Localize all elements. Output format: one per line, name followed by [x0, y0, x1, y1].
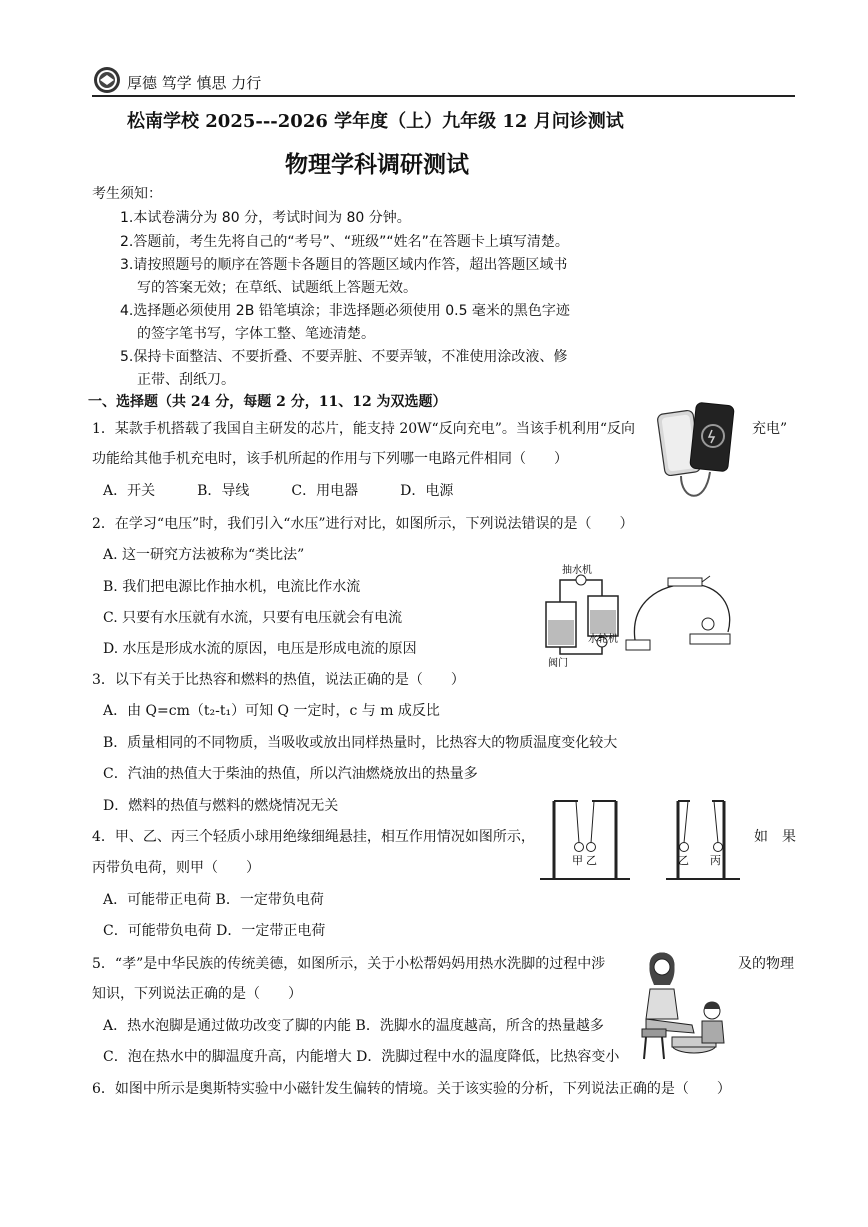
notice-line: 1.本试卷满分为 80 分，考试时间为 80 分钟。	[120, 210, 411, 226]
notice-line: 正带、刮纸刀。	[137, 372, 235, 388]
q3-option-d: D．燃料的热值与燃料的燃烧情况无关	[103, 798, 339, 814]
header-rule	[92, 95, 795, 97]
q4-options-cd: C．可能带负电荷 D．一定带正电荷	[103, 923, 326, 939]
q5-stem-end: 及的物理	[738, 956, 794, 972]
q4-stem-end: 如 果	[754, 829, 796, 845]
phone-charging-figure	[655, 400, 745, 510]
q2-option-a: A. 这一研究方法被称为“类比法”	[103, 547, 305, 563]
q5-options-cd: C．泡在热水中的脚温度升高，内能增大 D．洗脚过程中水的温度降低，比热容变小	[103, 1049, 620, 1065]
foot-washing-figure	[632, 945, 732, 1063]
notice-line: 4.选择题必须使用 2B 铅笔填涂；非选择题必须使用 0.5 毫米的黑色字迹	[120, 303, 570, 319]
notice-line: 写的答案无效；在草纸、试题纸上答题无效。	[137, 280, 417, 296]
q3-option-b: B．质量相同的不同物质，当吸收或放出同样热量时，比热容大的物质温度变化较大	[103, 735, 618, 751]
q2-option-c: C. 只要有水压就有水流，只要有电压就会有电流	[103, 610, 403, 626]
notice-line: 2.答题前，考生先将自己的“考号”、“班级”“姓名”在答题卡上填写清楚。	[120, 234, 569, 250]
q6-stem: 6．如图中所示是奥斯特实验中小磁针发生偏转的情境。关于该实验的分析，下列说法正确的是（ ）	[92, 1081, 731, 1097]
subject-title: 物理学科调研测试	[285, 151, 469, 178]
q5-options-ab: A．热水泡脚是通过做功改变了脚的内能 B．洗脚水的温度越高，所含的热量越多	[103, 1018, 604, 1034]
water-circuit-analogy-figure	[540, 562, 740, 672]
notice-line: 3.请按照题号的顺序在答题卡各题目的答题区域内作答，超出答题区域书	[120, 257, 568, 273]
q1-stem: 1．某款手机搭载了我国自主研发的芯片，能支持 20W“反向充电”。当该手机利用“反向	[92, 421, 636, 437]
q5-stem-cont: 知识，下列说法正确的是（ ）	[92, 986, 302, 1002]
notice-line: 的签字笔书写，字体工整、笔迹清楚。	[137, 326, 375, 342]
q3-option-a: A．由 Q=cm（t₂-t₁）可知 Q 一定时，c 与 m 成反比	[103, 703, 440, 719]
q4-stem-cont: 丙带负电荷，则甲（ ）	[92, 860, 260, 876]
q2-stem: 2．在学习“电压”时，我们引入“水压”进行对比，如图所示，下列说法错误的是（ ）	[92, 516, 634, 532]
q2-option-b: B. 我们把电源比作抽水机，电流比作水流	[103, 579, 361, 595]
q4-stem: 4．甲、乙、丙三个轻质小球用绝缘细绳悬挂，相互作用情况如图所示，	[92, 829, 535, 845]
section-title: 一、选择题（共 24 分，每题 2 分，11、12 为双选题）	[88, 394, 447, 410]
q3-stem: 3．以下有关于比热容和燃料的热值，说法正确的是（ ）	[92, 672, 465, 688]
q1-stem-cont: 功能给其他手机充电时，该手机所起的作用与下列哪一电路元件相同（ ）	[92, 451, 568, 467]
q1-options: A．开关 B．导线 C．用电器 D．电源	[103, 483, 454, 499]
q3-option-c: C．汽油的热值大于柴油的热值，所以汽油燃烧放出的热量多	[103, 766, 478, 782]
q1-stem-end: 充电”	[752, 421, 788, 437]
exam-title: 松南学校 2025---2026 学年度（上）九年级 12 月问诊测试	[127, 111, 624, 132]
ball-label-jia: 甲	[572, 854, 583, 867]
charged-balls-figure	[538, 795, 743, 887]
q5-stem: 5．“孝”是中华民族的传统美德，如图所示，关于小松帮妈妈用热水洗脚的过程中涉	[92, 956, 606, 972]
notice-heading: 考生须知：	[92, 186, 162, 202]
ball-label-bing: 丙	[710, 854, 721, 867]
pump-label: 抽水机	[562, 565, 592, 576]
q2-option-d: D. 水压是形成水流的原因，电压是形成电流的原因	[103, 641, 417, 657]
valve-label: 阀门	[548, 658, 568, 669]
turbine-label: 水轮机	[588, 634, 618, 645]
q4-options-ab: A．可能带正电荷 B．一定带负电荷	[103, 892, 324, 908]
school-logo	[93, 66, 121, 94]
ball-label-yi-2: 乙	[678, 854, 689, 867]
notice-line: 5.保持卡面整洁、不要折叠、不要弄脏、不要弄皱，不准使用涂改液、修	[120, 349, 568, 365]
ball-label-yi: 乙	[586, 854, 597, 867]
school-motto: 厚德 笃学 慎思 力行	[127, 74, 262, 92]
